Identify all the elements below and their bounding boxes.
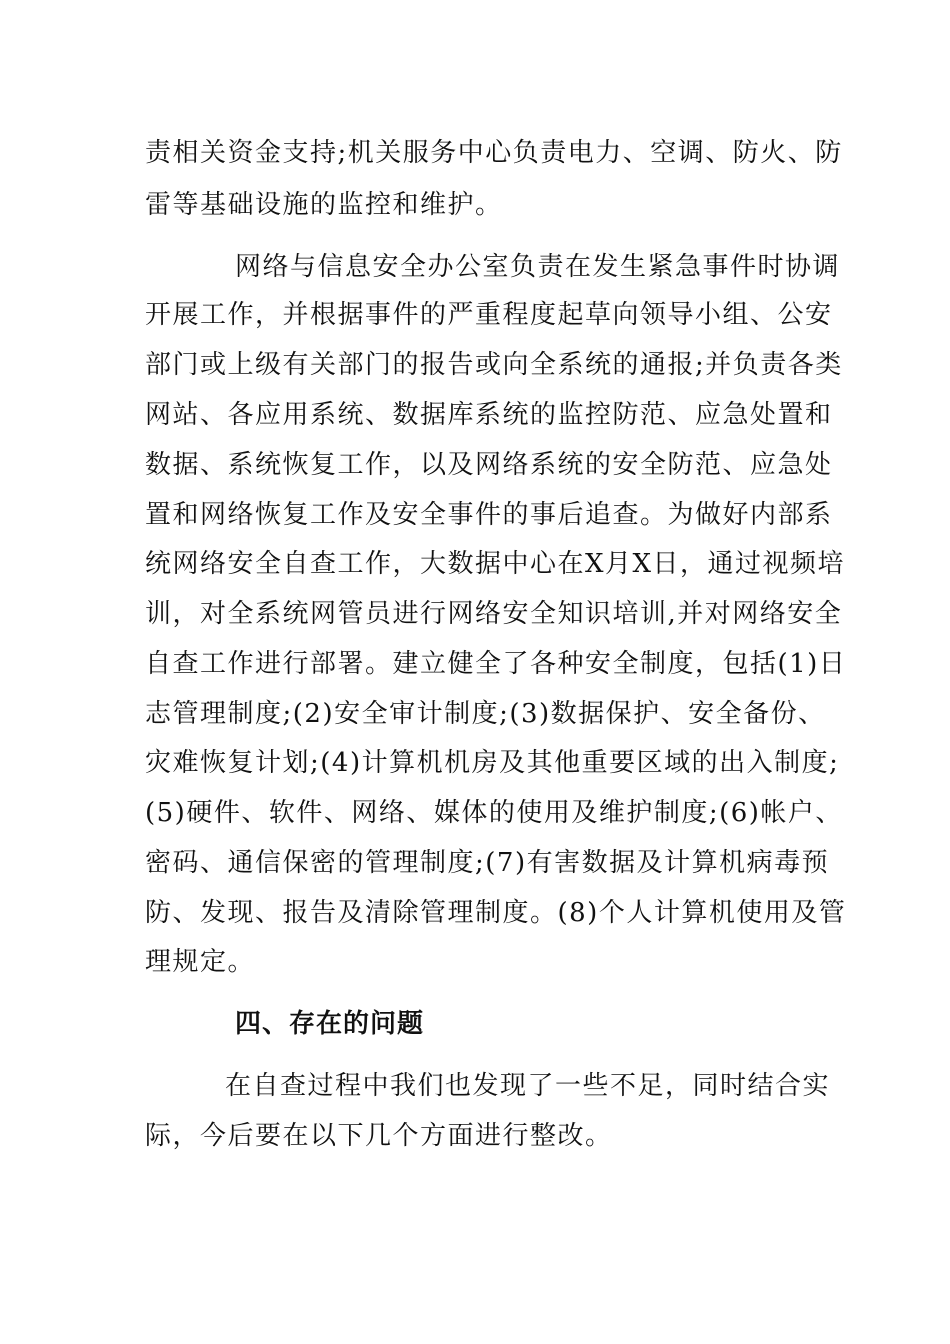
- paragraph-2-line-10: 志管理制度;(2)安全审计制度;(3)数据保护、安全备份、: [145, 699, 826, 729]
- paragraph-2-line-14: 防、发现、报告及清除管理制度。(8)个人计算机使用及管: [145, 898, 847, 928]
- paragraph-2-line-8: 训，对全系统网管员进行网络安全知识培训,并对网络安全: [145, 599, 843, 629]
- paragraph-2-line-11: 灾难恢复计划;(4)计算机机房及其他重要区域的出入制度;: [145, 748, 840, 778]
- paragraph-3-line-2: 际，今后要在以下几个方面进行整改。: [145, 1121, 613, 1151]
- paragraph-2-line-12: (5)硬件、软件、网络、媒体的使用及维护制度;(6)帐户、: [145, 798, 843, 828]
- paragraph-2-line-3: 部门或上级有关部门的报告或向全系统的通报;并负责各类: [145, 350, 843, 380]
- paragraph-2-line-13: 密码、通信保密的管理制度;(7)有害数据及计算机病毒预: [145, 848, 830, 878]
- paragraph-2-line-6: 置和网络恢复工作及安全事件的事后追查。为做好内部系: [145, 500, 833, 530]
- paragraph-2-line-7: 统网络安全自查工作，大数据中心在X月X日，通过视频培: [145, 549, 846, 579]
- paragraph-2-line-4: 网站、各应用系统、数据库系统的监控防范、应急处置和: [145, 400, 833, 430]
- paragraph-1-line-2: 雷等基础设施的监控和维护。: [145, 190, 503, 220]
- paragraph-2-line-9: 自查工作进行部署。建立健全了各种安全制度，包括(1)日: [145, 649, 847, 679]
- paragraph-2-line-15: 理规定。: [145, 947, 256, 977]
- paragraph-2-line-1: 网络与信息安全办公室负责在发生紧急事件时协调: [235, 252, 841, 282]
- section-heading: 四、存在的问题: [235, 1009, 425, 1039]
- paragraph-2-line-2: 开展工作，并根据事件的严重程度起草向领导小组、公安: [145, 300, 833, 330]
- paragraph-2-line-5: 数据、系统恢复工作，以及网络系统的安全防范、应急处: [145, 450, 833, 480]
- paragraph-3-line-1: 在自查过程中我们也发现了一些不足，同时结合实: [225, 1071, 831, 1101]
- paragraph-1-line-1: 责相关资金支持;机关服务中心负责电力、空调、防火、防: [145, 138, 843, 168]
